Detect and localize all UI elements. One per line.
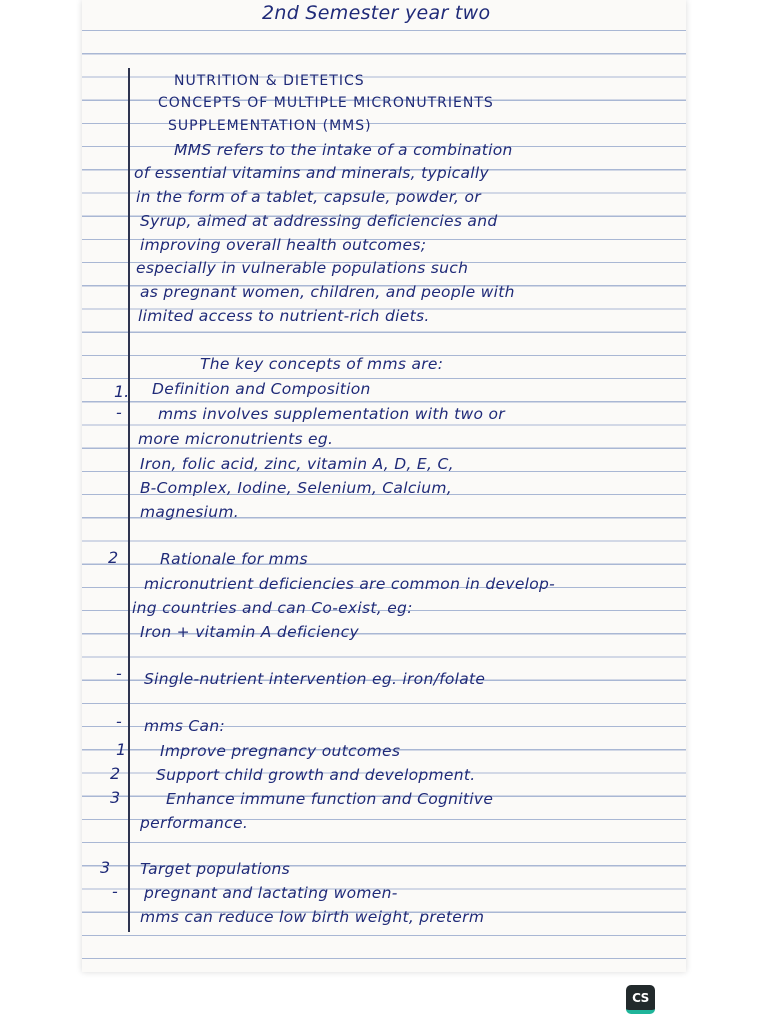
list-marker: 1 <box>116 740 127 759</box>
text-line: micronutrient deficiencies are common in develop- <box>144 575 556 593</box>
text-line: magnesium. <box>140 503 240 521</box>
page-header: 2nd Semester year two <box>262 2 491 24</box>
text-line: mms involves supplementation with two or <box>158 405 505 423</box>
text-line: Iron, folic acid, zinc, vitamin A, D, E, C, <box>140 455 454 473</box>
list-marker: - <box>116 712 122 731</box>
text-line: B-Complex, Iodine, Selenium, Calcium, <box>140 479 453 497</box>
list-marker: 3 <box>110 788 121 807</box>
camscanner-logo <box>626 985 655 1014</box>
heading-line-1: NUTRITION & DIETETICS <box>174 73 365 89</box>
margin-line <box>128 68 130 932</box>
list-marker: 2 <box>110 764 121 783</box>
text-line: Iron + vitamin A deficiency <box>140 623 359 641</box>
text-line: of essential vitamins and minerals, typically <box>134 164 489 182</box>
logo-text: CS <box>632 990 649 1005</box>
text-line: Syrup, aimed at addressing deficiencies and <box>140 212 498 230</box>
text-line: The key concepts of mms are: <box>200 355 444 373</box>
text-line: Single-nutrient intervention eg. iron/folate <box>144 670 486 688</box>
heading-line-2: CONCEPTS OF MULTIPLE MICRONUTRIENTS <box>158 95 494 111</box>
list-marker: 1. <box>114 382 130 401</box>
text-line: Improve pregnancy outcomes <box>160 742 401 760</box>
list-marker: 3 <box>100 858 111 877</box>
text-line: in the form of a tablet, capsule, powder, or <box>136 188 481 206</box>
text-line: limited access to nutrient-rich diets. <box>138 307 430 325</box>
text-line: mms Can: <box>144 717 225 735</box>
text-line: Definition and Composition <box>152 380 371 398</box>
list-marker: 2 <box>108 548 119 567</box>
text-line: Rationale for mms <box>160 550 308 568</box>
text-line: pregnant and lactating women- <box>144 884 398 902</box>
text-line: more micronutrients eg. <box>138 430 334 448</box>
text-line: MMS refers to the intake of a combination <box>174 141 513 159</box>
text-line: Target populations <box>140 860 291 878</box>
list-marker: - <box>116 403 122 422</box>
text-line: ing countries and can Co-exist, eg: <box>132 599 413 617</box>
text-line: Enhance immune function and Cognitive <box>166 790 494 808</box>
text-line: especially in vulnerable populations such <box>136 259 469 277</box>
text-line: Support child growth and development. <box>156 766 476 784</box>
text-line: as pregnant women, children, and people with <box>140 283 515 301</box>
text-line: mms can reduce low birth weight, preterm <box>140 908 485 926</box>
text-line: performance. <box>140 814 249 832</box>
list-marker: - <box>112 882 118 901</box>
heading-line-3: SUPPLEMENTATION (MMS) <box>168 118 372 134</box>
notebook-page <box>82 0 686 972</box>
list-marker: - <box>116 664 122 683</box>
text-line: improving overall health outcomes; <box>140 236 427 254</box>
